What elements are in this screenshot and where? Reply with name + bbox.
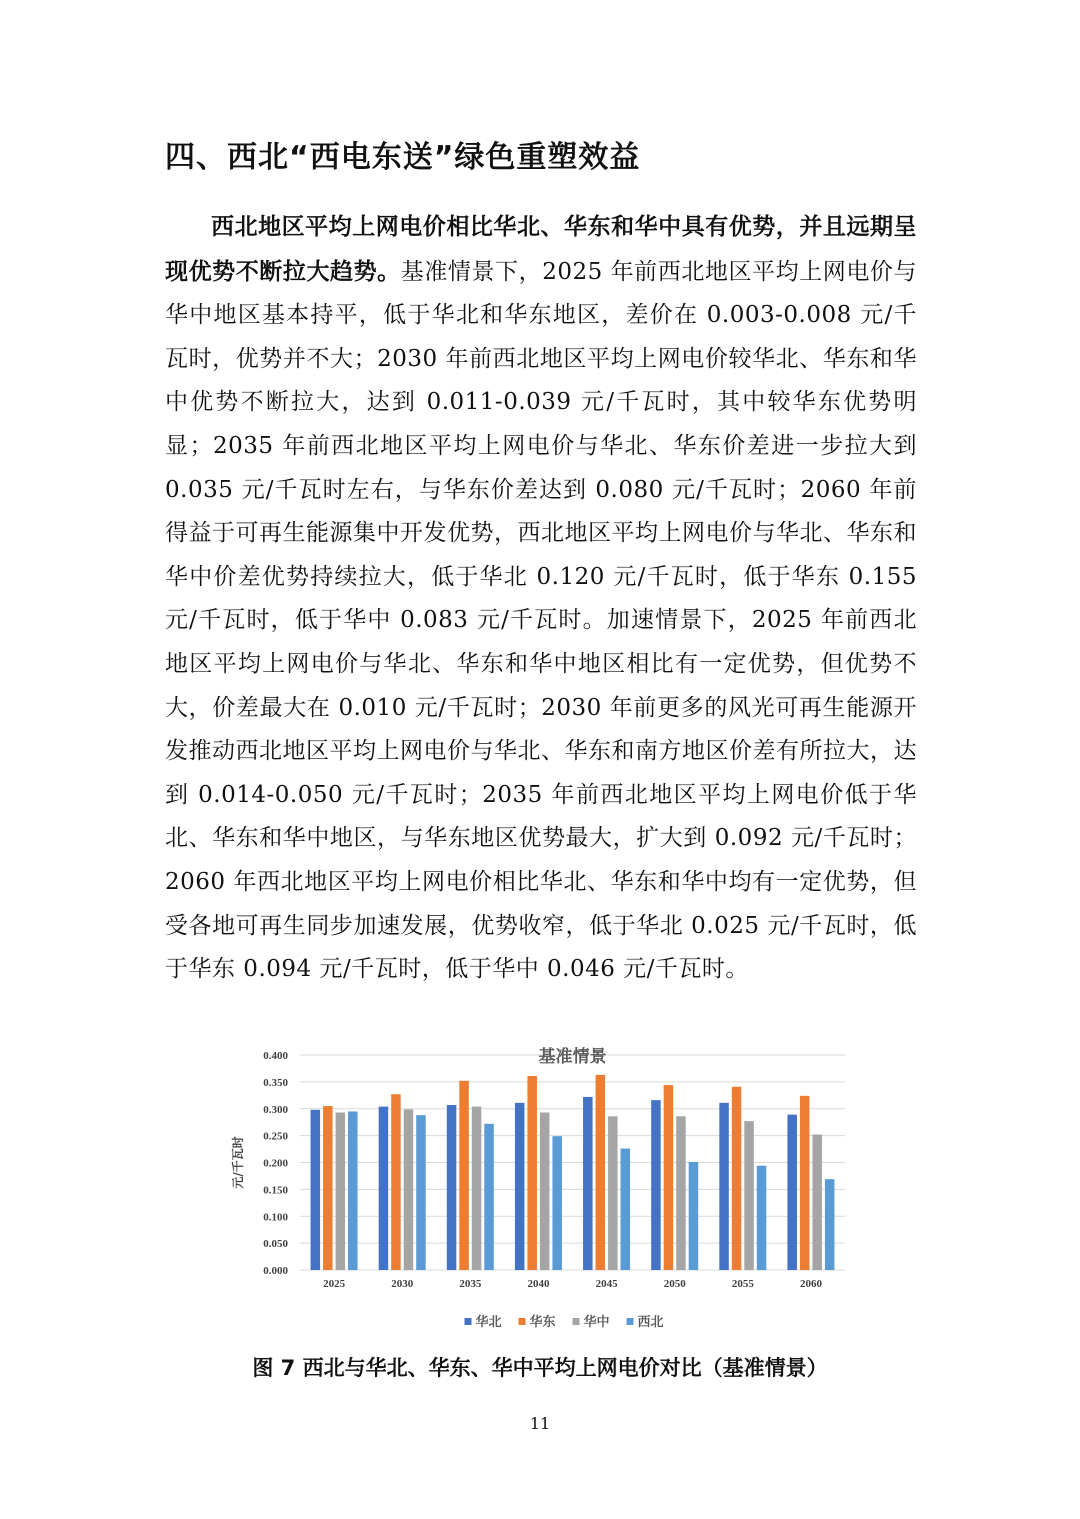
legend-swatch xyxy=(519,1318,526,1325)
legend-swatch xyxy=(465,1318,472,1325)
bar xyxy=(787,1115,797,1270)
bar xyxy=(621,1149,631,1270)
price-chart xyxy=(220,1040,860,1350)
y-tick-label: 0.050 xyxy=(263,1238,288,1251)
bar xyxy=(323,1106,333,1270)
y-tick-label: 0.250 xyxy=(263,1130,288,1143)
bar xyxy=(527,1076,537,1270)
bar xyxy=(336,1113,346,1270)
bar xyxy=(459,1081,469,1270)
bar xyxy=(757,1166,767,1270)
y-tick-label: 0.150 xyxy=(263,1184,288,1197)
x-tick-label: 2055 xyxy=(731,1278,754,1290)
bar xyxy=(583,1097,593,1270)
bar xyxy=(484,1124,494,1270)
bar xyxy=(447,1105,457,1270)
x-tick-label: 2030 xyxy=(391,1278,414,1290)
legend-label: 华北 xyxy=(475,1315,502,1330)
figure-caption: 图 7 西北与华北、华东、华中平均上网电价对比（基准情景） xyxy=(252,1356,828,1380)
bar xyxy=(404,1109,414,1270)
bar xyxy=(311,1110,321,1270)
bar xyxy=(689,1162,699,1270)
x-tick-label: 2025 xyxy=(323,1278,346,1290)
bar xyxy=(800,1096,810,1270)
x-tick-label: 2060 xyxy=(799,1278,822,1290)
y-tick-label: 0.000 xyxy=(263,1265,288,1277)
y-tick-label: 0.300 xyxy=(263,1103,288,1116)
y-tick-label: 0.350 xyxy=(263,1076,288,1089)
page-number: 11 xyxy=(529,1414,551,1433)
bar xyxy=(664,1085,674,1270)
bar xyxy=(676,1116,686,1270)
bar xyxy=(608,1116,618,1270)
y-tick-label: 0.400 xyxy=(263,1050,288,1062)
bar xyxy=(596,1075,606,1270)
bar xyxy=(552,1136,562,1270)
x-tick-label: 2050 xyxy=(663,1278,686,1290)
legend-label: 华东 xyxy=(529,1315,556,1330)
paragraph-body: 基准情景下，2025 年前西北地区平均上网电价与华中地区基本持平，低于华北和华东地区，差价在 0.003-0.008 元/千瓦时，优势并不大；2030 年前西北地区平均上网电价较华北、华东和华中优势不断拉大，达到 0.011-0.039 元/千瓦时，其中较华东优势明显；2035 年前西北地区平均上网电价与华北、华东价差进一步拉大到 0.035 元/千瓦时左右，与华东价差达到 0.080 元/千瓦时；2060 年前得益于可再生能源集中开发优势，西北地区平均上网电价与华北、华东和华中价差优势持续拉大，低于华北 0.120 元/千瓦时，低于华东 0.155 元/千瓦时，低于华中 0.083 元/千瓦时。加速情景下，2025 年前西北地区平均上网电价与华北、华东和华中地区相比有一定优势，但优势不大，价差最大在 0.010 元/千瓦时；2030 年前更多的风光可再生能源开发推动西北地区平均上网电价与华北、华东和南方地区价差有所拉大，达到 0.014-0.050 元/千瓦时；2035 年前西北地区平均上网电价低于华北、华东和华中地区，与华东地区优势最大，扩大到 0.092 元/千瓦时；2060 年西北地区平均上网电价相比华北、华东和华中均有一定优势，但受各地可再生同步加速发展，优势收窄，低于华北 0.025 元/千瓦时，低于华东 0.094 元/千瓦时，低于华中 0.046 元/千瓦时。 xyxy=(165,258,917,983)
x-tick-label: 2035 xyxy=(459,1278,482,1290)
bar xyxy=(825,1179,835,1270)
bar xyxy=(391,1094,401,1270)
legend-swatch xyxy=(573,1318,580,1325)
legend-label: 西北 xyxy=(637,1315,664,1330)
y-axis-label: 元/千瓦时 xyxy=(231,1136,245,1189)
y-tick-label: 0.100 xyxy=(263,1211,288,1224)
x-tick-label: 2040 xyxy=(527,1278,550,1290)
legend-swatch xyxy=(627,1318,634,1325)
x-tick-label: 2045 xyxy=(595,1278,618,1290)
chart-svg xyxy=(220,1040,860,1350)
bar xyxy=(651,1100,661,1270)
bar xyxy=(732,1087,742,1270)
bar xyxy=(416,1115,426,1270)
chart-title: 基准情景 xyxy=(538,1047,607,1067)
y-tick-label: 0.200 xyxy=(263,1157,288,1170)
bar xyxy=(719,1103,729,1270)
bar xyxy=(744,1121,754,1270)
bar xyxy=(348,1111,358,1270)
bar xyxy=(472,1107,482,1270)
bar xyxy=(540,1113,550,1270)
paragraph-lead: 西北地区平均上网电价相比华北、华东和华中具有优势，并且远期呈现优势不断拉大趋势。 xyxy=(165,213,917,285)
bar xyxy=(812,1135,822,1270)
bar xyxy=(379,1107,389,1270)
bar xyxy=(515,1103,525,1270)
section-heading: 四、西北“西电东送”绿色重塑效益 xyxy=(165,140,641,175)
body-paragraph xyxy=(165,205,917,992)
legend-label: 华中 xyxy=(583,1315,610,1330)
